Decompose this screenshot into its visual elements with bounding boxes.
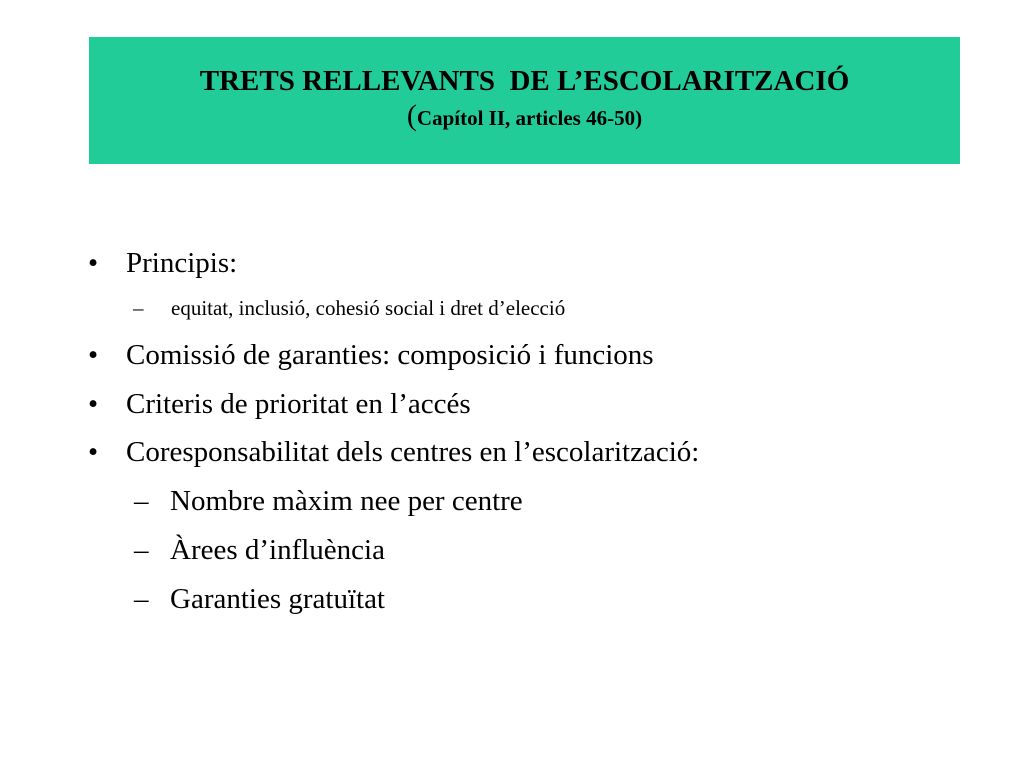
- bullet-marker: •: [88, 339, 99, 371]
- subtitle-text: Capítol II, articles 46-50): [416, 106, 643, 130]
- bullet-text: Criteris de prioritat en l’accés: [126, 388, 471, 420]
- sub-bullet-text: Garanties gratuïtat: [170, 583, 385, 615]
- bullet-text: Comissió de garanties: composició i funcions: [126, 339, 654, 371]
- bullet-text: Principis:: [126, 247, 238, 279]
- sub-bullet-text: Àrees d’influència: [170, 534, 385, 566]
- dash-marker: –: [133, 296, 144, 320]
- dash-marker: –: [134, 534, 149, 566]
- bullet-marker: •: [88, 436, 99, 468]
- dash-marker: –: [134, 485, 149, 517]
- bullet-text: Coresponsabilitat dels centres en l’escolarització:: [126, 436, 700, 468]
- subtitle-open-paren: (: [406, 99, 417, 132]
- slide-title: TRETS RELLEVANTS DE L’ESCOLARITZACIÓ: [199, 65, 850, 97]
- sub-bullet-text: equitat, inclusió, cohesió social i dret d’elecció: [171, 296, 566, 320]
- bullet-marker: •: [88, 247, 99, 279]
- bullet-marker: •: [88, 388, 99, 420]
- dash-marker: –: [134, 583, 149, 615]
- sub-bullet-text: Nombre màxim nee per centre: [170, 485, 523, 517]
